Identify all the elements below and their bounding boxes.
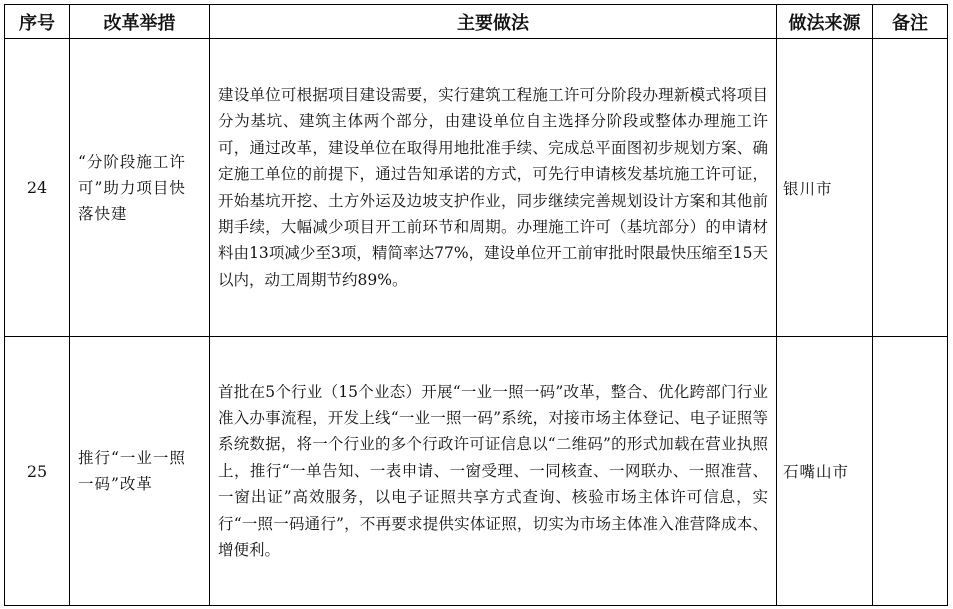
header-seq: 序号: [5, 5, 70, 39]
header-source: 做法来源: [777, 5, 873, 39]
row-measure: 推行“一业一照一码”改革: [70, 337, 210, 606]
row-measure: “分阶段施工许可”助力项目快落快建: [70, 39, 210, 337]
header-measure: 改革举措: [70, 5, 210, 39]
row-source: 石嘴山市: [777, 337, 873, 606]
row-seq: 25: [5, 337, 70, 606]
row-note: [873, 39, 948, 337]
row-seq: 24: [5, 39, 70, 337]
table-row: [5, 337, 948, 606]
row-source: 银川市: [777, 39, 873, 337]
reform-measures-table: [4, 4, 948, 606]
row-method: 建设单位可根据项目建设需要，实行建筑工程施工许可分阶段办理新模式将项目分为基坑、建筑主体两个部分，由建设单位自主选择分阶段或整体办理施工许可，通过改革，建设单位在取得用地批准手续、完成总平面图初步规划方案、确定施工单位的前提下，通过告知承诺的方式，可先行申请核发基坑施工许可证，开始基坑开挖、土方外运及边坡支护作业，同步继续完善规划设计方案和其他前期手续，大幅减少项目开工前环节和周期。办理施工许可（基坑部分）的申请材料由13项减少至3项，精简率达77%，建设单位开工前审批时限最快压缩至15天以内，动工周期节约89%。: [210, 39, 777, 337]
header-note: 备注: [873, 5, 948, 39]
row-note: [873, 337, 948, 606]
row-method: 首批在5个行业（15个业态）开展“一业一照一码”改革，整合、优化跨部门行业准入办事流程，开发上线“一业一照一码”系统，对接市场主体登记、电子证照等系统数据，将一个行业的多个行政许可证信息以“二维码”的形式加载在营业执照上，推行“一单告知、一表申请、一窗受理、一同核查、一网联办、一照准营、一窗出证”高效服务，以电子证照共享方式查询、核验市场主体许可信息，实行“一照一码通行”，不再要求提供实体证照，切实为市场主体准入准营降成本、增便利。: [210, 337, 777, 606]
table-row: [5, 39, 948, 337]
header-method: 主要做法: [210, 5, 777, 39]
table-header-row: [5, 5, 948, 39]
